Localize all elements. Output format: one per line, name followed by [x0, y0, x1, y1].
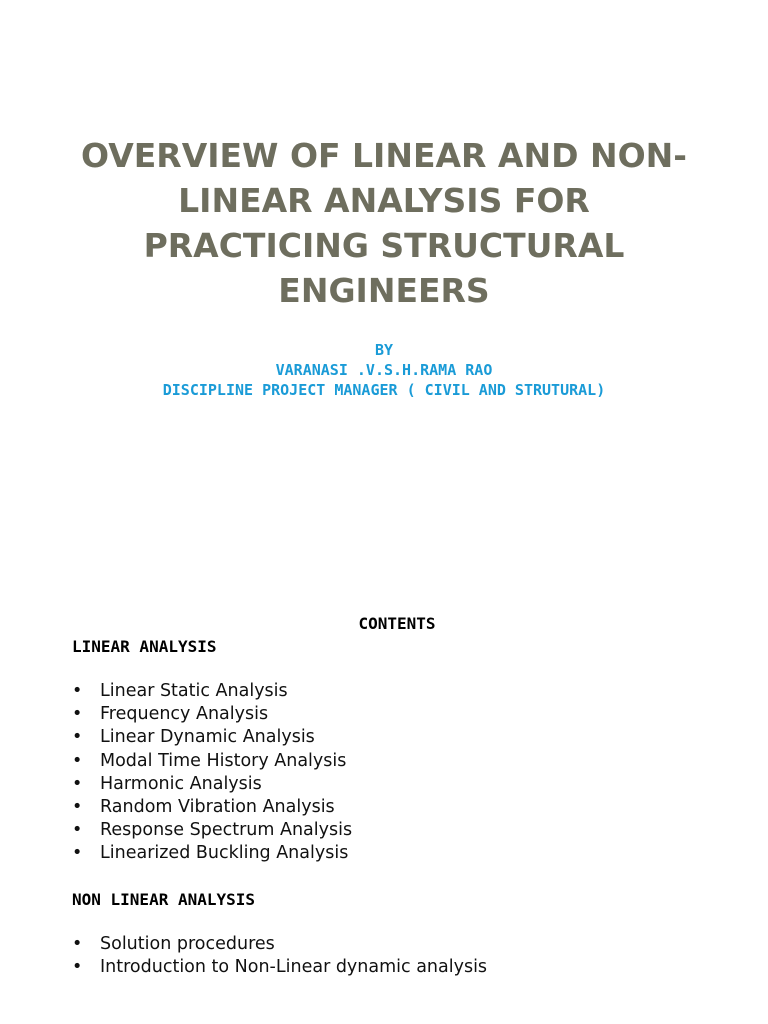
- list-item-label: Modal Time History Analysis: [100, 750, 347, 771]
- slide-title: [40, 133, 728, 313]
- bullet-icon: •: [72, 820, 83, 841]
- list-item-label: Linearized Buckling Analysis: [100, 843, 349, 864]
- title-line: PRACTICING STRUCTURAL: [143, 226, 625, 265]
- bullet-icon: •: [72, 704, 83, 725]
- title-line: OVERVIEW OF LINEAR AND NON-: [81, 136, 687, 175]
- list-item: [72, 703, 722, 726]
- list-item-label: Response Spectrum Analysis: [100, 820, 353, 841]
- bullet-icon: •: [72, 843, 83, 864]
- title-line: ENGINEERS: [278, 271, 490, 310]
- list-item-label: Frequency Analysis: [100, 704, 269, 725]
- bullet-icon: •: [72, 681, 83, 701]
- list-item: [72, 933, 722, 956]
- section-heading: NON LINEAR ANALYSIS: [72, 890, 256, 909]
- contents-heading: CONTENTS: [358, 614, 436, 633]
- bullet-list: [72, 680, 722, 866]
- bullet-icon: •: [72, 957, 83, 978]
- author-name: VARANASI .V.S.H.RAMA RAO: [275, 361, 493, 379]
- bullet-icon: •: [72, 727, 83, 748]
- bullet-icon: •: [72, 934, 83, 954]
- list-item-label: Harmonic Analysis: [100, 773, 262, 794]
- author-role: DISCIPLINE PROJECT MANAGER ( CIVIL AND STRUTURAL): [162, 381, 606, 399]
- list-item: [72, 750, 722, 773]
- non-linear-analysis-section: [72, 889, 722, 979]
- list-item-label: Linear Dynamic Analysis: [100, 727, 315, 748]
- list-item: [72, 956, 722, 979]
- byline-by: BY: [374, 341, 394, 359]
- linear-analysis-section: [72, 636, 722, 866]
- section-heading: LINEAR ANALYSIS: [72, 637, 217, 656]
- list-item-label: Random Vibration Analysis: [100, 797, 335, 818]
- bullet-list: [72, 933, 722, 979]
- list-item: [72, 773, 722, 796]
- list-item: [72, 726, 722, 749]
- list-item-label: Solution procedures: [100, 934, 275, 954]
- list-item: [72, 819, 722, 842]
- list-item-label: Linear Static Analysis: [100, 681, 288, 701]
- list-item: [72, 680, 722, 703]
- bullet-icon: •: [72, 773, 83, 794]
- list-item-label: Introduction to Non-Linear dynamic analysis: [100, 957, 488, 978]
- bullet-icon: •: [72, 750, 83, 771]
- list-item: [72, 796, 722, 819]
- list-item: [72, 842, 722, 865]
- author-byline: [0, 340, 768, 400]
- bullet-icon: •: [72, 797, 83, 818]
- title-line: LINEAR ANALYSIS FOR: [178, 181, 590, 220]
